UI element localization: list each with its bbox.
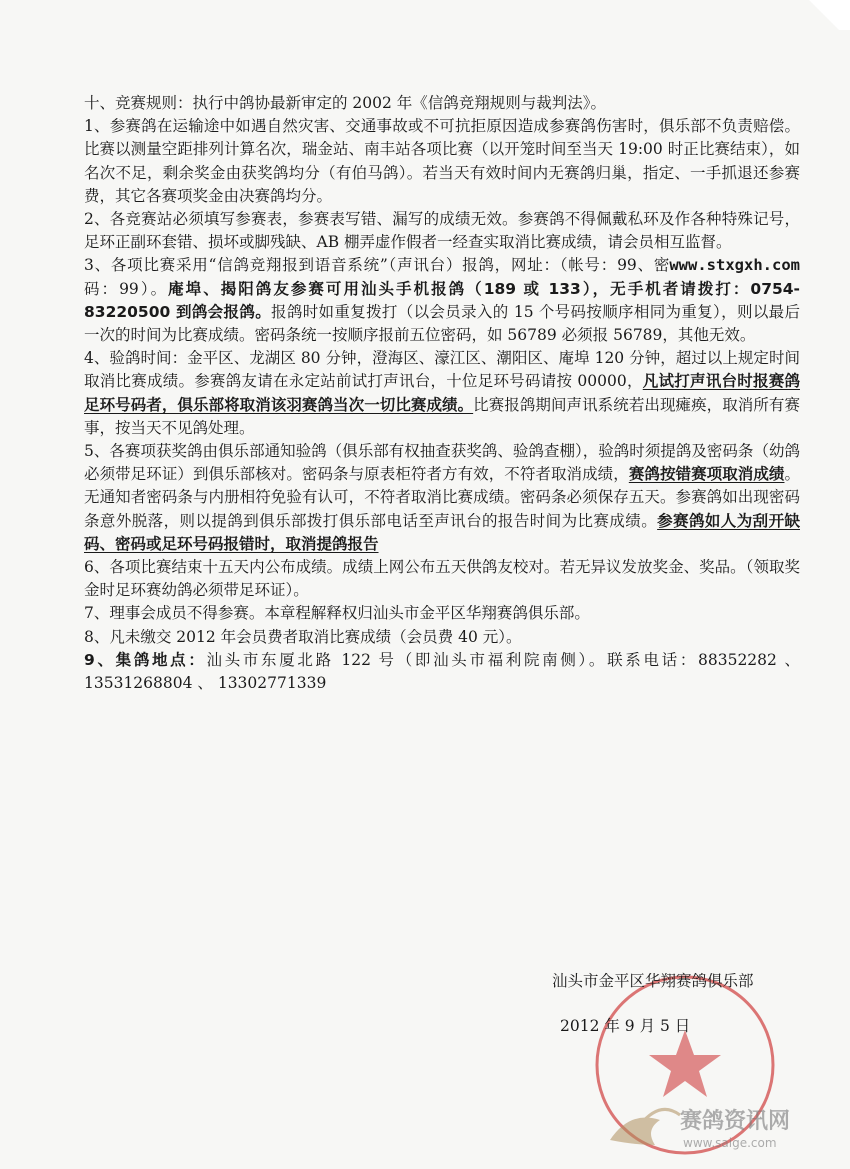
rule-3-bold: 庵埠、揭阳鸽友参赛可用汕头手机报鸽（189 或 133），无手机者请拨打：0754-83220500 到鸽会报鸽。 xyxy=(84,279,800,321)
rule-6: 6、各项比赛结束十五天内公布成绩。成绩上网公布五天供鸽友校对。若无异议发放奖金、奖品。（领取奖金时足环赛幼鸽必须带足环证）。 xyxy=(84,558,800,600)
rule-7: 7、理事会成员不得参赛。本章程解释权归汕头市金平区华翔赛鸽俱乐部。 xyxy=(84,604,590,623)
rule-4: 4、验鸽时间：金平区、龙湖区 80 分钟，澄海区、濠江区、潮阳区、庵埠 120 分钟，超过以上规定时间取消比赛成绩。参赛鸽友请在永定站前试打声讯台，十位足环号码请按 00000，凡试打声讯台时报赛鸽足环号码者，俱乐部将取消该羽赛鸽当次一切比赛成绩。比赛报鸽期间声讯系统若出现瘫痪，取消所有赛事，按当天不见鸽处理。 xyxy=(84,349,800,437)
rule-8: 8、凡未缴交 2012 年会员费者取消比赛成绩（会员费 40 元）。 xyxy=(84,627,522,646)
rule-5: 5、各赛项获奖鸽由俱乐部通知验鸽（俱乐部有权抽查获奖鸽、验鸽查棚），验鸽时须提鸽及密码条（幼鸽必须带足环证）到俱乐部核对。密码条与原表柜符者方有效，不符者取消成绩，赛鸽按错赛项取消成绩。无通知者密码条与内册相符免验有认可，不符者取消比赛成绩。密码条必须保存五天。参赛鸽如出现密码条意外脱落，则以提鸽到俱乐部拨打俱乐部电话至声讯台的报告时间为比赛成绩。参赛鸽如人为刮开缺码、密码或足环号码报错时，取消提鸽报告 xyxy=(84,442,800,553)
rules-body xyxy=(84,92,800,695)
watermark-url: www.saige.com xyxy=(683,1136,777,1150)
watermark-name: 赛鸽资讯网 xyxy=(680,1109,791,1134)
rule-9: 9、集鸽地点：汕头市东厦北路 122 号（即汕头市福利院南侧）。联系电话：88352282 、13531268804 、 13302771339 xyxy=(84,650,800,693)
rule-2: 2、各竞赛站必须填写参赛表，参赛表写错、漏写的成绩无效。参赛鸽不得佩戴私环及作各种特殊记号，足环正副环套错、损坏或脚残缺、AB 棚弄虚作假者一经查实取消比赛成绩，请会员相互监督。 xyxy=(84,210,800,252)
rule-5-emphasis-1: 赛鸽按错赛项取消成绩 xyxy=(628,465,785,484)
rule-3: www.stxgxh.com 3、各项比赛采用“信鸽竞翔报到语音系统”（声讯台）报鸽，网址：（帐号：99、密码：99）。庵埠、揭阳鸽友参赛可用汕头手机报鸽（189 或 133），无手机者请拨打：0754-83220500 到鸽会报鸽。报鸽时如重复拨打（以会员录入的 15 个号码按顺序相同为重复），则以最后一次的时间为比赛成绩。密码条统一按顺序报前五位密码，如 56789 必须报 56789，其他无效。 xyxy=(84,256,800,345)
website-url[interactable]: www.stxgxh.com xyxy=(669,256,800,275)
rules-heading: 十、竞赛规则：执行中鸽协最新审定的 2002 年《信鸽竞翔规则与裁判法》。 xyxy=(84,94,607,112)
rule-9-label: 9、集鸽地点： xyxy=(84,650,207,669)
signature-org: 汕头市金平区华翔赛鸽俱乐部 xyxy=(552,972,754,990)
rule-4-emphasis: 凡试打声讯台时报赛鸽足环号码者，俱乐部将取消该羽赛鸽当次一切比赛成绩。 xyxy=(84,372,800,414)
page-corner xyxy=(790,0,850,30)
signature-date: 2012 年 9 月 5 日 xyxy=(560,1017,691,1035)
rule-1: 1、参赛鸽在运输途中如遇自然灾害、交通事故或不可抗拒原因造成参赛鸽伤害时，俱乐部不负责赔偿。比赛以测量空距排列计算名次，瑞金站、南丰站各项比赛（以开笼时间至当天 19:00 时正比赛结束），如名次不足，剩余奖金由获奖鸽均分（有伯马鸽）。若当天有效时间内无赛鸽归巢，指定、一手抓退还参赛费，其它各赛项奖金由决赛鸽均分。 xyxy=(84,117,800,205)
rule-5-emphasis-2: 参赛鸽如人为刮开缺码、密码或足环号码报错时，取消提鸽报告 xyxy=(84,511,800,553)
